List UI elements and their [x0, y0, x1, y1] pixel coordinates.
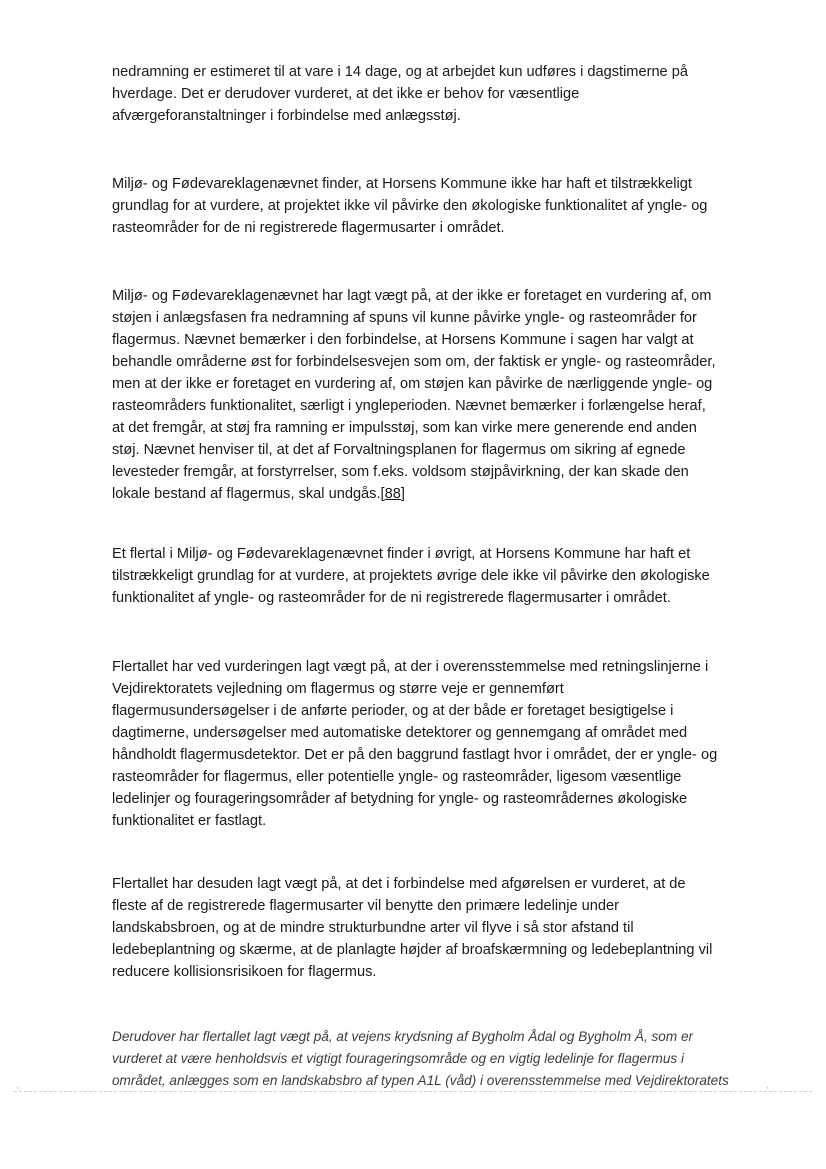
text-line: rasteområder for flagermus, eller potentielle yngle- og rasteområder, ligesom væsentlige [112, 769, 682, 785]
scan-mark-center: · [392, 1086, 395, 1096]
text-line: Miljø- og Fødevareklagenævnet finder, at Horsens Kommune ikke har haft et tilstrækkeligt [112, 176, 692, 192]
text-line: flagermusundersøgelser i de anførte perioder, og at der både er foretaget besigtigelse i [112, 703, 674, 719]
text-line: støj. Nævnet henviser til, at det af Forvaltningsplanen for flagermus om sikring af egnede [112, 442, 686, 458]
paragraph-6 [112, 873, 734, 983]
text-line: vurderet at være henholdsvis et vigtigt fourageringsområde og en vigtig ledelinje for flagermus i [112, 1051, 684, 1066]
text-line: at det fremgår, at støj fra ramning er impulsstøj, som kan virke mere generende end anden [112, 420, 697, 436]
text-line: behandle områderne øst for forbindelsesvejen som om, der faktisk er yngle- og rasteområder, [112, 354, 716, 370]
text-line: rasteområders funktionalitet, særligt i yngleperioden. Nævnet bemærker i forlængelse heraf, [112, 398, 706, 414]
footnote-link-88[interactable]: [88] [380, 486, 405, 502]
text-line: reducere kollisionsrisikoen for flagermus. [112, 964, 377, 980]
text-line: funktionalitet af yngle- og rasteområder for de ni registrerede flagermusarter i området. [112, 590, 671, 606]
text-line: området, anlægges som en landskabsbro af typen A1L (våd) i overensstemmelse med Vejdirektoratets [112, 1073, 729, 1088]
text-line: ledebeplantning og skærme, at de planlagte højder af broafskærmning og ledebeplantning vil [112, 942, 713, 958]
text-line: fleste af de registrerede flagermusarter vil benytte den primære ledelinje under [112, 898, 619, 914]
text-line: håndholdt flagermusdetektor. Det er på den baggrund fastlagt hvor i området, der er yngle- og [112, 747, 718, 763]
text-line: Derudover har flertallet lagt vægt på, at vejens krydsning af Bygholm Ådal og Bygholm Å, som er [112, 1029, 694, 1044]
text-line: Miljø- og Fødevareklagenævnet har lagt vægt på, at der ikke er foretaget en vurdering af, om [112, 288, 712, 304]
text-line: grundlag for at vurdere, at projektet ikke vil påvirke den økologiske funktionalitet af yngle- og [112, 198, 708, 214]
text-line: afværgeforanstaltninger i forbindelse med anlægsstøj. [112, 108, 461, 124]
text-line: Flertallet har desuden lagt vægt på, at det i forbindelse med afgørelsen er vurderet, at de [112, 876, 686, 892]
text-line-with-footnote [112, 483, 734, 505]
text-line: men at der ikke er foretaget en vurdering af, om støjen kan påvirke de nærliggende yngle- og [112, 376, 713, 392]
paragraph-4 [112, 543, 734, 609]
scan-mark-left: · [16, 1084, 19, 1094]
text-line: Vejdirektoratets vejledning om flagermus og større veje er gennemført [112, 681, 564, 697]
scan-fold-line [14, 1091, 812, 1092]
paragraph-1 [112, 61, 734, 127]
text-line: Et flertal i Miljø- og Fødevareklagenævnet finder i øvrigt, at Horsens Kommune har haft et [112, 546, 691, 562]
text-line: Flertallet har ved vurderingen lagt vægt på, at der i overensstemmelse med retningslinjerne i [112, 659, 709, 675]
text-line: tilstrækkeligt grundlag for at vurdere, at projektets øvrige dele ikke vil påvirke den økologiske [112, 568, 710, 584]
paragraph-7-italic [112, 1026, 734, 1092]
text-line: landskabsbroen, og at de mindre strukturbundne arter vil flyve i så stor afstand til [112, 920, 634, 936]
paragraph-2 [112, 173, 734, 239]
paragraph-5 [112, 656, 734, 832]
paragraph-3 [112, 285, 734, 505]
text-line: ledelinjer og fourageringsområder af betydning for yngle- og rasteområdernes økologiske [112, 791, 688, 807]
text-line: levesteder fremgår, at forstyrrelser, som f.eks. voldsom støjpåvirkning, der kan skade den [112, 464, 689, 480]
text-line: funktionalitet er fastlagt. [112, 813, 267, 829]
text-line: hverdage. Det er derudover vurderet, at det ikke er behov for væsentlige [112, 86, 580, 102]
text-line: støjen i anlægsfasen fra nedramning af spuns vil kunne påvirke yngle- og rasteområder for [112, 310, 697, 326]
text-line: flagermus. Nævnet bemærker i den forbindelse, at Horsens Kommune i sagen har valgt at [112, 332, 694, 348]
scan-mark-right: · [766, 1084, 769, 1094]
text-line: lokale bestand af flagermus, skal undgås. [112, 486, 381, 502]
text-line: dagtimerne, undersøgelser med automatiske detektorer og gennemgang af området med [112, 725, 688, 741]
text-line: rasteområder for de ni registrerede flagermusarter i området. [112, 220, 505, 236]
text-line: nedramning er estimeret til at vare i 14 dage, og at arbejdet kun udføres i dagstimerne på [112, 64, 688, 80]
